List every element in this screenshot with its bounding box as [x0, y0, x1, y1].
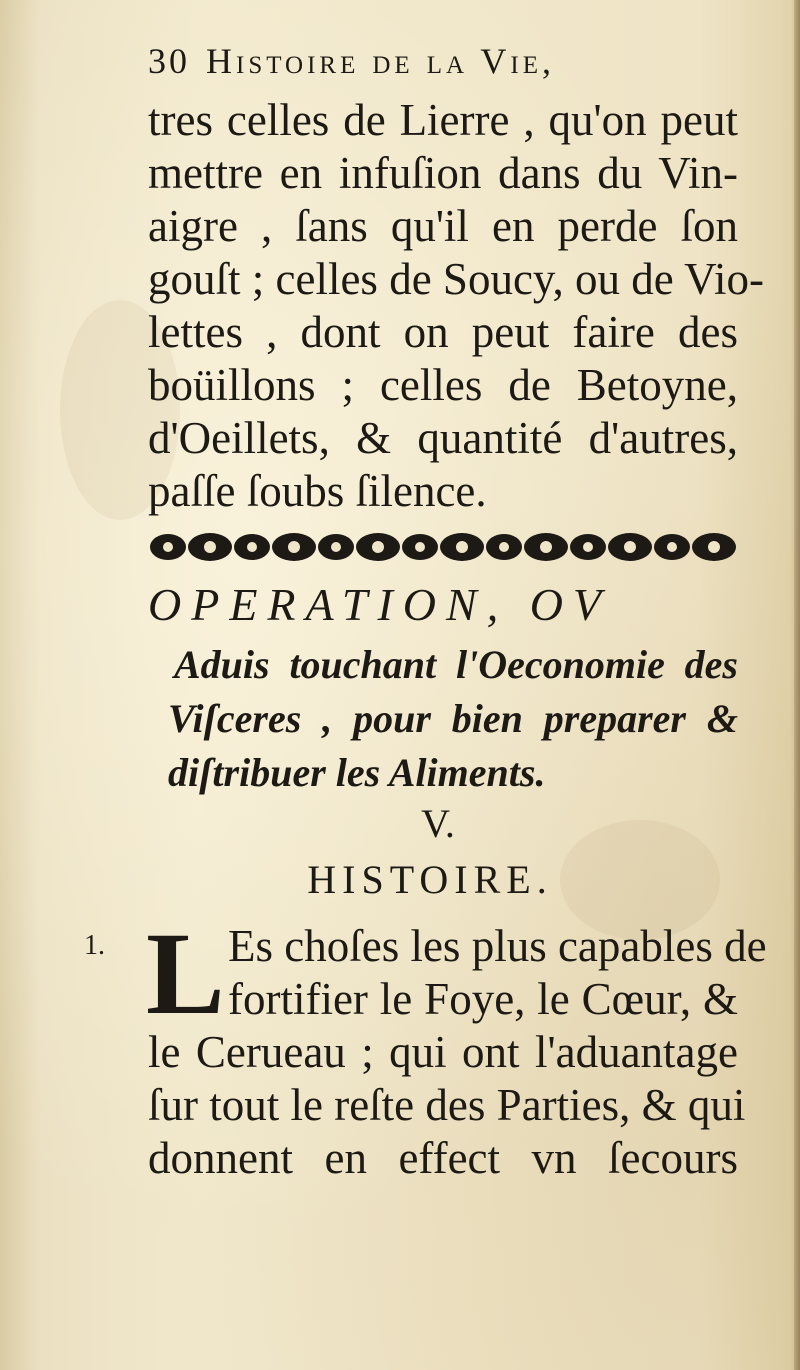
paragraph-2	[146, 908, 767, 1185]
text-line: Es choſes les plus capables de	[228, 921, 767, 971]
text-line: lettes , dont on peut faire des	[148, 307, 738, 357]
text-line: d'Oeillets, & quantité d'autres,	[148, 413, 738, 463]
section-number: V.	[421, 801, 455, 846]
text-line: paſſe ſoubs ſilence.	[148, 466, 487, 516]
running-header	[148, 40, 738, 88]
subtitle-line: diſtribuer les Aliments.	[168, 750, 546, 795]
text-line: ſur tout le reſte des Parties, & qui	[148, 1080, 746, 1130]
running-title: Histoire de la Vie,	[206, 41, 555, 81]
operation-title: OPERATION, OV	[148, 579, 612, 630]
ornament-unit	[234, 533, 316, 561]
ornament-unit	[654, 533, 736, 561]
ornament-unit	[318, 533, 400, 561]
section-heading: HISTOIRE.	[307, 857, 553, 902]
text-line: fortifier le Foye, le Cœur, &	[228, 974, 738, 1024]
text-line: le Cerueau ; qui ont l'aduantage	[148, 1027, 738, 1077]
operation-subtitle	[148, 638, 738, 800]
ornament-unit	[402, 533, 484, 561]
text-line: aigre , ſans qu'il en perde ſon	[148, 201, 738, 251]
ornament-unit	[150, 533, 232, 561]
text-line: gouſt ; celles de Soucy, ou de Vio-	[148, 254, 764, 304]
text-line: donnent en effect vn ſecours	[148, 1133, 738, 1183]
page-edge	[794, 0, 800, 1370]
text-line: boüillons ; celles de Betoyne,	[148, 360, 738, 410]
text-line: mettre en infuſion dans du Vin-	[148, 148, 738, 198]
subtitle-line: Viſceres , pour bien preparer &	[168, 696, 738, 741]
marginal-number: 1.	[84, 930, 105, 961]
text-line: tres celles de Lierre , qu'on peut	[148, 95, 738, 145]
page-number: 30	[148, 41, 190, 81]
paragraph-1	[148, 94, 764, 518]
ornament-unit	[570, 533, 652, 561]
ornament-unit	[486, 533, 568, 561]
printers-ornament-band	[148, 530, 738, 564]
subtitle-line: Aduis touchant l'Oeconomie des	[174, 642, 738, 687]
drop-cap: L	[146, 908, 225, 1039]
